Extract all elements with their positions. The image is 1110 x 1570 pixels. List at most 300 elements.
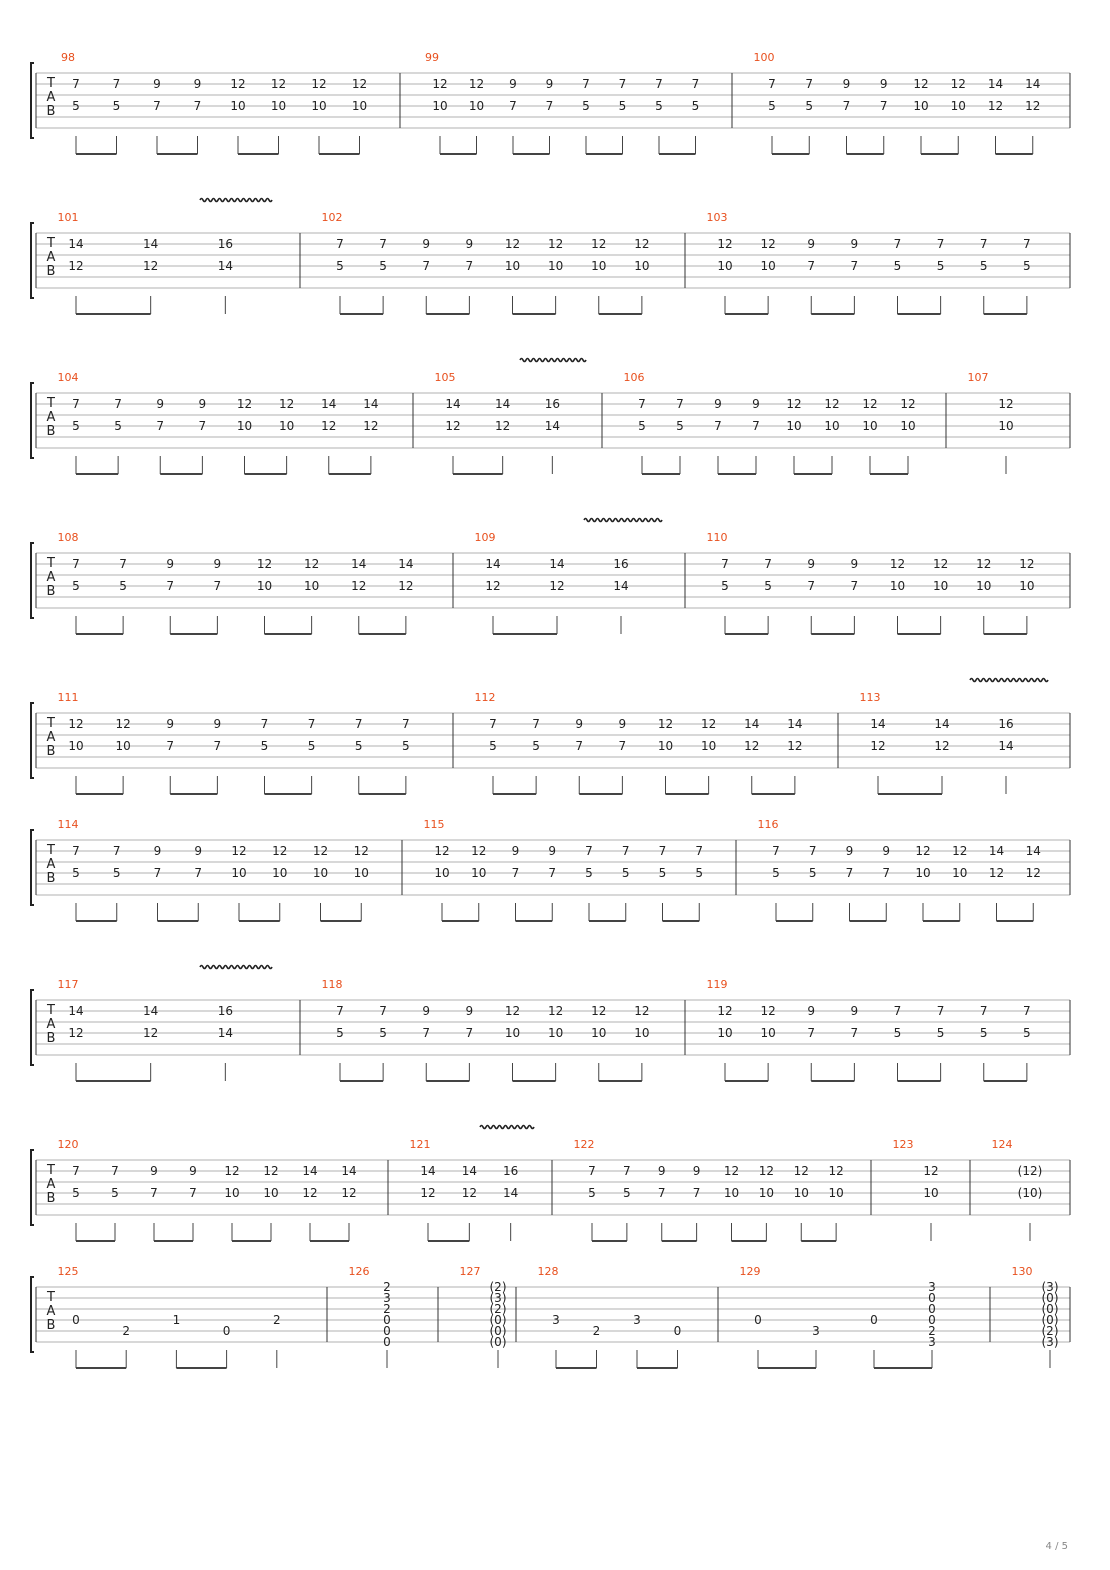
fret-number: 7 — [623, 1164, 631, 1178]
fret-number: (0) — [489, 1313, 507, 1327]
fret-number: 5 — [676, 419, 684, 433]
fret-number: 12 — [353, 844, 369, 858]
fret-number: 7 — [379, 1004, 387, 1018]
fret-number: 7 — [575, 739, 584, 753]
tab-clef-letter: T — [47, 1163, 55, 1178]
fret-number: 12 — [634, 1004, 650, 1018]
fret-number: 12 — [889, 557, 906, 571]
measure-number: 123 — [892, 1138, 914, 1151]
fret-number: 9 — [714, 397, 722, 411]
fret-number: 12 — [913, 77, 929, 91]
measure-number: 130 — [1011, 1265, 1033, 1278]
fret-number: 5 — [582, 99, 590, 113]
fret-number: 9 — [807, 1004, 816, 1018]
fret-number: 14 — [987, 77, 1004, 91]
fret-number: 7 — [850, 579, 859, 593]
fret-number: 10 — [591, 259, 607, 273]
measure-number: 121 — [409, 1138, 431, 1151]
fret-number: 10 — [862, 419, 878, 433]
measure-number: 103 — [706, 211, 728, 224]
tab-clef-letter: B — [46, 104, 56, 119]
measure-number: 102 — [321, 211, 343, 224]
fret-number: 7 — [585, 844, 593, 858]
fret-number: 7 — [114, 397, 122, 411]
fret-number: 7 — [112, 844, 121, 858]
fret-number: 7 — [882, 866, 891, 880]
fret-number: 12 — [272, 844, 288, 858]
measure-number: 98 — [61, 51, 75, 64]
measure-number: 117 — [57, 978, 79, 991]
fret-number: 0 — [383, 1313, 391, 1327]
fret-number: (2) — [1041, 1324, 1059, 1338]
fret-number: 9 — [213, 717, 222, 731]
fret-number: 9 — [545, 77, 554, 91]
fret-number: 7 — [893, 237, 902, 251]
measure-number: 122 — [573, 1138, 595, 1151]
fret-number: 12 — [278, 397, 295, 411]
measure-number: 110 — [706, 531, 728, 544]
fret-number: 9 — [657, 1164, 666, 1178]
fret-number: 10 — [68, 739, 84, 753]
fret-number: 9 — [194, 844, 203, 858]
fret-number: 14 — [787, 717, 803, 731]
fret-number: 12 — [302, 1186, 318, 1200]
fret-number: 7 — [465, 1026, 474, 1040]
fret-number: (3) — [1041, 1280, 1059, 1294]
fret-number: 10 — [312, 866, 329, 880]
measure-number: 104 — [57, 371, 79, 384]
fret-number: 10 — [1019, 579, 1035, 593]
fret-number: 3 — [812, 1324, 820, 1338]
fret-number: 7 — [194, 866, 203, 880]
fret-number: (10) — [1017, 1186, 1043, 1200]
fret-number: 12 — [900, 397, 916, 411]
fret-number: 5 — [638, 419, 646, 433]
fret-number: 14 — [68, 1004, 84, 1018]
fret-number: 12 — [549, 579, 565, 593]
fret-number: 7 — [189, 1186, 197, 1200]
fret-number: 12 — [461, 1186, 477, 1200]
fret-number: 9 — [465, 1004, 474, 1018]
fret-number: 10 — [915, 866, 931, 880]
fret-number: 12 — [341, 1186, 357, 1200]
fret-number: 10 — [900, 419, 916, 433]
fret-number: 7 — [893, 1004, 902, 1018]
system-brace — [31, 990, 34, 1065]
fret-number: 10 — [432, 99, 448, 113]
fret-number: 10 — [700, 739, 717, 753]
fret-number: 7 — [772, 844, 780, 858]
measure-number: 116 — [757, 818, 779, 831]
fret-number: 7 — [72, 77, 80, 91]
fret-number: 10 — [717, 1026, 733, 1040]
fret-number: 12 — [793, 1164, 809, 1178]
fret-number: 14 — [217, 259, 233, 273]
tab-clef-letter: A — [46, 410, 56, 425]
system-brace — [31, 63, 34, 138]
system-brace — [31, 383, 34, 458]
fret-number: 12 — [760, 237, 776, 251]
fret-number: 9 — [422, 237, 431, 251]
fret-number: 7 — [721, 557, 729, 571]
tab-clef-letter: A — [46, 1177, 56, 1192]
fret-number: 9 — [198, 397, 207, 411]
fret-number: 12 — [303, 557, 320, 571]
fret-number: 12 — [351, 77, 368, 91]
fret-number: 7 — [879, 99, 888, 113]
fret-number: 5 — [111, 1186, 119, 1200]
fret-number: 10 — [634, 259, 650, 273]
fret-number: 10 — [270, 99, 287, 113]
fret-number: 1 — [172, 1313, 181, 1327]
fret-number: 12 — [870, 739, 886, 753]
fret-number: 5 — [72, 579, 80, 593]
vibrato-mark — [970, 679, 1048, 682]
fret-number: 12 — [434, 844, 450, 858]
system-brace — [31, 1150, 34, 1225]
fret-number: 10 — [976, 579, 992, 593]
fret-number: 16 — [217, 237, 233, 251]
fret-number: 12 — [634, 237, 650, 251]
fret-number: 16 — [998, 717, 1014, 731]
fret-number: 7 — [153, 866, 162, 880]
fret-number: 7 — [845, 866, 854, 880]
fret-number: 7 — [198, 419, 207, 433]
fret-number: 14 — [934, 717, 950, 731]
measure-number: 120 — [57, 1138, 79, 1151]
tab-clef-letter: A — [46, 90, 56, 105]
system-brace — [31, 1277, 34, 1352]
fret-number: 7 — [618, 77, 627, 91]
fret-number: 7 — [193, 99, 202, 113]
fret-number: 12 — [950, 77, 966, 91]
fret-number: 7 — [850, 259, 859, 273]
fret-number: 5 — [621, 866, 630, 880]
fret-number: 12 — [504, 237, 521, 251]
tab-clef-letter: A — [46, 1304, 56, 1319]
fret-number: 12 — [224, 1164, 240, 1178]
fret-number: 7 — [166, 739, 175, 753]
fret-number: 7 — [354, 717, 363, 731]
fret-number: 12 — [398, 579, 414, 593]
fret-number: 10 — [591, 1026, 607, 1040]
fret-number: 7 — [509, 99, 517, 113]
fret-number: 10 — [256, 579, 273, 593]
fret-number: 12 — [445, 419, 461, 433]
fret-number: 7 — [979, 1004, 988, 1018]
fret-number: 7 — [695, 844, 704, 858]
fret-number: 5 — [1023, 1026, 1031, 1040]
measure-number: 108 — [57, 531, 79, 544]
measure-number: 126 — [348, 1265, 370, 1278]
fret-number: 14 — [143, 237, 159, 251]
fret-number: 9 — [807, 557, 816, 571]
fret-number: 7 — [213, 739, 222, 753]
fret-number: 5 — [72, 1186, 80, 1200]
fret-number: 7 — [658, 844, 667, 858]
fret-number: 7 — [807, 259, 816, 273]
fret-number: 12 — [1025, 99, 1041, 113]
fret-number: 12 — [988, 866, 1005, 880]
fret-number: 7 — [768, 77, 776, 91]
fret-number: 12 — [758, 1164, 775, 1178]
tab-clef-letter: A — [46, 857, 56, 872]
fret-number: 12 — [468, 77, 485, 91]
fret-number: 12 — [915, 844, 931, 858]
fret-number: 10 — [952, 866, 968, 880]
tab-clef-letter: B — [46, 1031, 56, 1046]
fret-number: 14 — [998, 739, 1014, 753]
fret-number: 14 — [143, 1004, 159, 1018]
measure-number: 118 — [321, 978, 343, 991]
fret-number: 10 — [236, 419, 253, 433]
fret-number: 7 — [692, 1186, 701, 1200]
fret-number: 7 — [150, 1186, 158, 1200]
system-brace — [31, 543, 34, 618]
fret-number: 0 — [673, 1324, 682, 1338]
fret-number: 5 — [402, 739, 410, 753]
fret-number: 12 — [115, 717, 131, 731]
fret-number: 7 — [72, 397, 80, 411]
measure-number: 115 — [423, 818, 445, 831]
fret-number: 9 — [193, 77, 202, 91]
fret-number: 14 — [744, 717, 760, 731]
fret-number: 10 — [758, 1186, 775, 1200]
fret-number: 12 — [432, 77, 448, 91]
measure-number: 114 — [57, 818, 79, 831]
fret-number: 12 — [934, 739, 950, 753]
fret-number: 5 — [936, 259, 945, 273]
fret-number: 9 — [842, 77, 851, 91]
fret-number: 9 — [548, 844, 557, 858]
fret-number: 14 — [321, 397, 337, 411]
fret-number: 7 — [850, 1026, 859, 1040]
system-brace — [31, 223, 34, 298]
fret-number: 7 — [489, 717, 497, 731]
fret-number: 14 — [461, 1164, 477, 1178]
tab-clef-letter: A — [46, 1017, 56, 1032]
fret-number: 12 — [231, 844, 247, 858]
fret-number: (3) — [489, 1291, 507, 1305]
measure-number: 100 — [753, 51, 775, 64]
vibrato-mark — [200, 199, 272, 202]
fret-number: (0) — [489, 1324, 507, 1338]
fret-number: 14 — [398, 557, 414, 571]
fret-number: 7 — [72, 1164, 80, 1178]
fret-number: 12 — [263, 1164, 279, 1178]
fret-number: 12 — [744, 739, 760, 753]
fret-number: 10 — [717, 259, 733, 273]
fret-number: (12) — [1017, 1164, 1043, 1178]
fret-number: 7 — [691, 77, 700, 91]
tab-clef-letter: B — [46, 744, 56, 759]
fret-number: 14 — [363, 397, 379, 411]
fret-number: 7 — [638, 397, 646, 411]
fret-number: 9 — [879, 77, 888, 91]
fret-number: 10 — [723, 1186, 740, 1200]
fret-number: 9 — [850, 557, 859, 571]
fret-number: 10 — [793, 1186, 809, 1200]
fret-number: 10 — [950, 99, 966, 113]
fret-number: 3 — [633, 1313, 641, 1327]
fret-number: 5 — [805, 99, 814, 113]
fret-number: 16 — [503, 1164, 519, 1178]
fret-number: 12 — [321, 419, 337, 433]
fret-number: 9 — [575, 717, 584, 731]
fret-number: 10 — [303, 579, 320, 593]
measure-number: 112 — [474, 691, 496, 704]
fret-number: 5 — [119, 579, 127, 593]
fret-number: 7 — [532, 717, 540, 731]
fret-number: 9 — [882, 844, 891, 858]
measure-number: 111 — [57, 691, 79, 704]
fret-number: 5 — [72, 99, 80, 113]
fret-number: 9 — [166, 557, 175, 571]
fret-number: 7 — [213, 579, 222, 593]
fret-number: 10 — [547, 1026, 564, 1040]
fret-number: 14 — [503, 1186, 519, 1200]
fret-number: 12 — [717, 237, 733, 251]
fret-number: 14 — [544, 419, 560, 433]
fret-number: 12 — [828, 1164, 844, 1178]
fret-number: 12 — [987, 99, 1004, 113]
fret-number: 12 — [495, 419, 511, 433]
tab-clef-letter: B — [46, 584, 56, 599]
system-brace — [31, 703, 34, 778]
fret-number: 10 — [913, 99, 929, 113]
fret-number: 7 — [588, 1164, 596, 1178]
fret-number: 5 — [72, 419, 80, 433]
fret-number: 7 — [156, 419, 165, 433]
tab-clef-letter: B — [46, 424, 56, 439]
fret-number: 12 — [363, 419, 379, 433]
measure-number: 99 — [425, 51, 439, 64]
fret-number: 10 — [504, 1026, 521, 1040]
fret-number: 5 — [112, 99, 121, 113]
fret-number: 7 — [936, 1004, 945, 1018]
fret-number: 10 — [504, 259, 521, 273]
fret-number: 5 — [764, 579, 772, 593]
fret-number: 7 — [465, 259, 474, 273]
fret-number: 7 — [1023, 1004, 1031, 1018]
fret-number: 10 — [471, 866, 487, 880]
fret-number: (0) — [1041, 1291, 1059, 1305]
fret-number: 9 — [752, 397, 760, 411]
fret-number: 5 — [979, 1026, 988, 1040]
fret-number: 0 — [870, 1313, 878, 1327]
measure-number: 125 — [57, 1265, 79, 1278]
fret-number: 2 — [122, 1324, 131, 1338]
fret-number: 5 — [379, 1026, 387, 1040]
fret-number: 12 — [504, 1004, 521, 1018]
fret-number: (0) — [489, 1335, 507, 1349]
fret-number: 10 — [434, 866, 450, 880]
fret-number: 12 — [923, 1164, 939, 1178]
fret-number: 9 — [511, 844, 520, 858]
fret-number: (2) — [489, 1302, 507, 1316]
tab-clef-letter: T — [47, 556, 55, 571]
fret-number: 7 — [112, 77, 121, 91]
fret-number: 10 — [889, 579, 906, 593]
fret-number: 7 — [807, 1026, 816, 1040]
fret-number: 2 — [928, 1324, 936, 1338]
fret-number: 0 — [928, 1291, 936, 1305]
fret-number: 9 — [166, 717, 175, 731]
fret-number: 5 — [336, 259, 344, 273]
fret-number: 12 — [485, 579, 501, 593]
fret-number: 14 — [485, 557, 501, 571]
fret-number: 14 — [445, 397, 461, 411]
fret-number: 10 — [547, 259, 564, 273]
fret-number: 10 — [932, 579, 949, 593]
fret-number: 0 — [928, 1313, 936, 1327]
fret-number: 7 — [307, 717, 316, 731]
fret-number: 5 — [354, 739, 363, 753]
fret-number: 14 — [549, 557, 565, 571]
fret-number: 10 — [468, 99, 485, 113]
tab-clef-letter: A — [46, 730, 56, 745]
fret-number: 12 — [932, 557, 949, 571]
fret-number: 0 — [383, 1335, 391, 1349]
fret-number: 9 — [422, 1004, 431, 1018]
fret-number: 5 — [114, 419, 122, 433]
fret-number: 5 — [893, 259, 902, 273]
measure-number: 119 — [706, 978, 728, 991]
fret-number: 12 — [786, 397, 802, 411]
fret-number: 5 — [588, 1186, 596, 1200]
fret-number: 5 — [1023, 259, 1031, 273]
fret-number: 7 — [422, 1026, 431, 1040]
tab-clef-letter: B — [46, 1318, 56, 1333]
fret-number: 9 — [153, 844, 162, 858]
fret-number: 12 — [700, 717, 717, 731]
fret-number: 14 — [351, 557, 367, 571]
fret-number: (3) — [1041, 1335, 1059, 1349]
fret-number: 5 — [695, 866, 704, 880]
fret-number: 7 — [808, 844, 817, 858]
tab-clef-letter: T — [47, 1003, 55, 1018]
fret-number: 14 — [613, 579, 629, 593]
fret-number: 12 — [68, 717, 84, 731]
fret-number: 12 — [787, 739, 803, 753]
measure-number: 109 — [474, 531, 496, 544]
fret-number: 12 — [723, 1164, 740, 1178]
fret-number: 10 — [351, 99, 368, 113]
fret-number: 5 — [585, 866, 593, 880]
fret-number: 7 — [764, 557, 772, 571]
fret-number: 10 — [311, 99, 327, 113]
fret-number: 12 — [862, 397, 878, 411]
fret-number: 7 — [72, 557, 80, 571]
fret-number: 10 — [634, 1026, 650, 1040]
fret-number: 5 — [655, 99, 663, 113]
fret-number: 7 — [676, 397, 684, 411]
fret-number: 7 — [379, 237, 387, 251]
fret-number: 12 — [230, 77, 246, 91]
fret-number: 10 — [786, 419, 802, 433]
fret-number: 7 — [336, 1004, 344, 1018]
fret-number: 10 — [263, 1186, 279, 1200]
fret-number: 5 — [260, 739, 269, 753]
fret-number: 9 — [465, 237, 474, 251]
fret-number: 9 — [618, 717, 627, 731]
fret-number: 9 — [850, 237, 859, 251]
vibrato-mark — [520, 359, 586, 362]
fret-number: 5 — [772, 866, 780, 880]
fret-number: 12 — [591, 237, 607, 251]
fret-number: 16 — [217, 1004, 233, 1018]
fret-number: 12 — [312, 844, 329, 858]
